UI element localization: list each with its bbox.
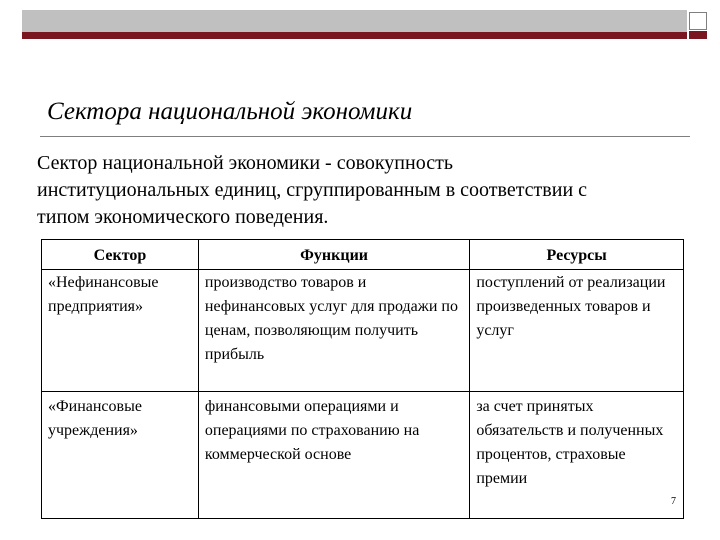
page-number: 7 (671, 496, 676, 507)
intro-text: Сектор национальной экономики - совокупность институциональных единиц, сгруппированным в соответствии с типом экономического поведения. (37, 152, 588, 228)
header-functions: Функции (198, 240, 469, 270)
table-row (42, 270, 684, 392)
sector-cell: «Нефинансовые предприятия» (42, 270, 199, 392)
resources-cell: поступлений от реализации произведенных товаров и услуг (470, 270, 684, 392)
sector-cell: «Финансовые учреждения» (42, 392, 199, 519)
header-resources: Ресурсы (470, 240, 684, 270)
title-divider (40, 136, 690, 137)
table-header-row (42, 240, 684, 270)
table-row (42, 392, 684, 519)
header-accent-line (22, 32, 687, 39)
corner-square (689, 12, 707, 30)
slide-title: Сектора национальной экономики (47, 98, 413, 125)
sectors-table (41, 239, 684, 519)
corner-accent (689, 31, 707, 39)
functions-cell: производство товаров и нефинансовых услуг для продажи по ценам, позволяющим получить прибыль (198, 270, 469, 392)
header-sector: Сектор (42, 240, 199, 270)
header-bar (22, 10, 687, 32)
resources-cell: за счет принятых обязательств и полученных процентов, страховые премии (470, 392, 684, 519)
functions-cell: финансовыми операциями и операциями по страхованию на коммерческой основе (198, 392, 469, 519)
